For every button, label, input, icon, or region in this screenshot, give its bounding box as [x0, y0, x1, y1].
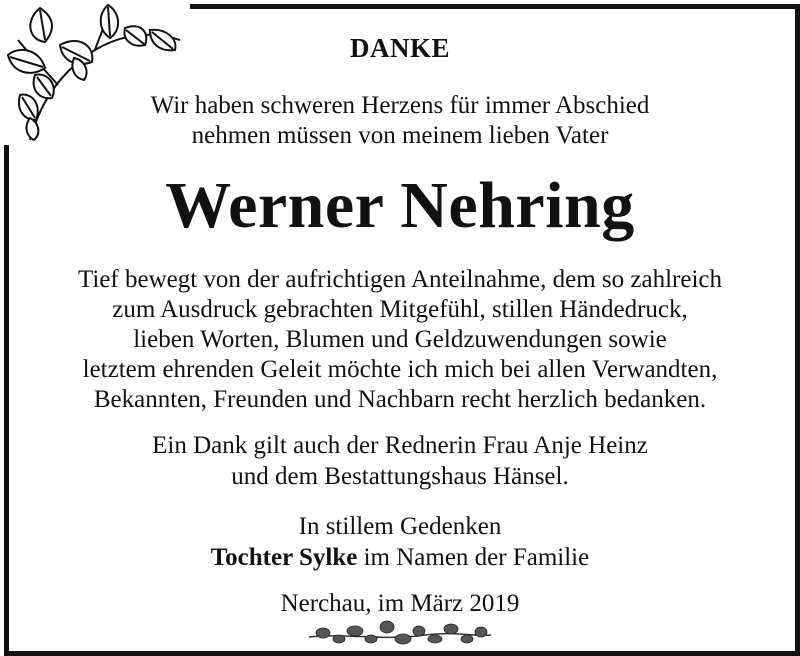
thanks-line-2: zum Ausdruck gebrachten Mitgefühl, stillen Händedruck, [112, 296, 688, 323]
place-date: Nerchau, im März 2019 [280, 590, 520, 617]
extra-line-2: und dem Bestattungshaus Hänsel. [231, 463, 569, 490]
signer-family: im Namen der Familie [357, 544, 590, 571]
extra-line-1: Ein Dank gilt auch der Rednerin Frau Anje Heinz [152, 432, 648, 459]
memorial-line: In stillem Gedenken [298, 513, 502, 540]
intro-line-2: nehmen müssen von meinem lieben Vater [191, 122, 609, 149]
thanks-line-5: Bekannten, Freunden und Nachbarn recht herzlich bedanken. [93, 386, 707, 413]
heading-danke: DANKE [349, 33, 450, 63]
deceased-name: Werner Nehring [165, 169, 635, 242]
intro-line-1: Wir haben schweren Herzens für immer Abschied [150, 92, 650, 119]
signer-line [0, 544, 800, 572]
vine-ornament-icon [305, 619, 495, 651]
thanks-line-4: letztem ehrenden Geleit möchte ich mich bei allen Verwandten, [82, 356, 718, 383]
signer-name: Tochter Sylke [210, 544, 358, 571]
thanks-line-1: Tief bewegt von der aufrichtigen Anteilnahme, dem so zahlreich [77, 266, 723, 293]
thanks-line-3: lieben Worten, Blumen und Geldzuwendungen sowie [133, 326, 667, 353]
